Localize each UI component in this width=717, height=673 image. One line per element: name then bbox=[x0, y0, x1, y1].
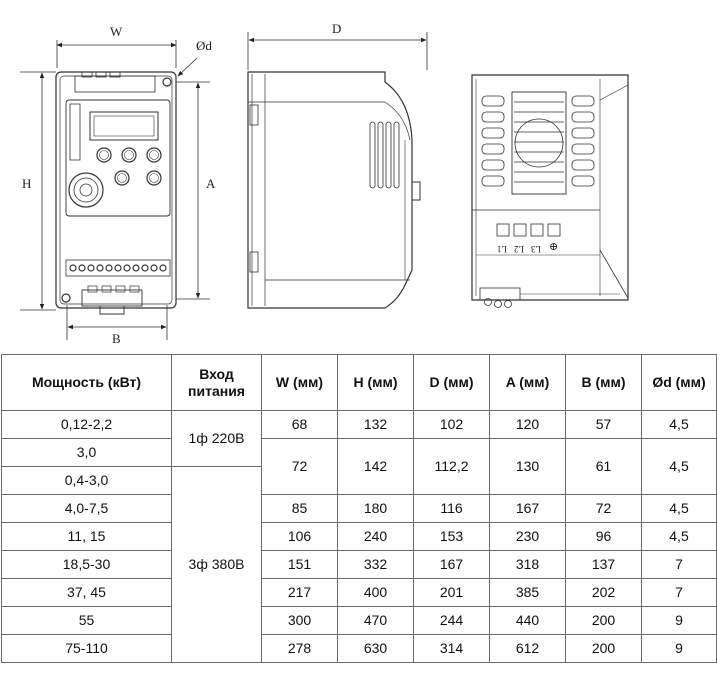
d-cell: 314 bbox=[414, 635, 490, 663]
power-cell: 18,5-30 bbox=[2, 551, 172, 579]
a-cell: 385 bbox=[490, 579, 566, 607]
power-cell: 0,4-3,0 bbox=[2, 467, 172, 495]
a-cell: 230 bbox=[490, 523, 566, 551]
od-cell: 9 bbox=[642, 635, 717, 663]
label-od: Ød bbox=[196, 38, 212, 53]
input-cell-3ph: 3ф 380В bbox=[172, 467, 262, 663]
w-cell: 85 bbox=[262, 495, 338, 523]
table-row bbox=[2, 607, 717, 635]
od-cell: 4,5 bbox=[642, 495, 717, 523]
b-cell: 61 bbox=[566, 439, 642, 495]
power-cell: 11, 15 bbox=[2, 523, 172, 551]
a-cell: 440 bbox=[490, 607, 566, 635]
label-a: A bbox=[206, 176, 216, 191]
terminal-label-l2: L2 bbox=[514, 244, 524, 254]
w-cell: 68 bbox=[262, 411, 338, 439]
h-cell: 142 bbox=[338, 439, 414, 495]
side-view bbox=[248, 32, 427, 308]
w-cell: 151 bbox=[262, 551, 338, 579]
header-power: Мощность (кВт) bbox=[2, 355, 172, 411]
a-cell: 120 bbox=[490, 411, 566, 439]
h-cell: 132 bbox=[338, 411, 414, 439]
power-cell: 0,12-2,2 bbox=[2, 411, 172, 439]
header-input-line2: питания bbox=[188, 382, 245, 399]
spec-table bbox=[1, 354, 717, 663]
h-cell: 400 bbox=[338, 579, 414, 607]
terminal-label-ground: ⊕ bbox=[549, 241, 559, 253]
d-cell: 153 bbox=[414, 523, 490, 551]
b-cell: 137 bbox=[566, 551, 642, 579]
front-view bbox=[20, 40, 210, 340]
header-input bbox=[172, 355, 262, 411]
table-row bbox=[2, 635, 717, 663]
label-d: D bbox=[332, 21, 342, 36]
table-header-row bbox=[2, 355, 717, 411]
table-row bbox=[2, 439, 717, 467]
bottom-view bbox=[472, 75, 628, 308]
table-row bbox=[2, 495, 717, 523]
w-cell: 278 bbox=[262, 635, 338, 663]
od-cell: 7 bbox=[642, 551, 717, 579]
od-cell: 9 bbox=[642, 607, 717, 635]
od-cell: 4,5 bbox=[642, 523, 717, 551]
power-cell: 37, 45 bbox=[2, 579, 172, 607]
a-cell: 130 bbox=[490, 439, 566, 495]
header-d: D (мм) bbox=[414, 355, 490, 411]
power-cell: 3,0 bbox=[2, 439, 172, 467]
header-a: A (мм) bbox=[490, 355, 566, 411]
b-cell: 57 bbox=[566, 411, 642, 439]
b-cell: 200 bbox=[566, 607, 642, 635]
header-h: H (мм) bbox=[338, 355, 414, 411]
header-input-line1: Вход bbox=[199, 365, 234, 382]
table-row bbox=[2, 411, 717, 439]
h-cell: 630 bbox=[338, 635, 414, 663]
power-cell: 4,0-7,5 bbox=[2, 495, 172, 523]
d-cell: 112,2 bbox=[414, 439, 490, 495]
w-cell: 106 bbox=[262, 523, 338, 551]
table-row bbox=[2, 523, 717, 551]
od-cell: 7 bbox=[642, 579, 717, 607]
d-cell: 201 bbox=[414, 579, 490, 607]
table-row bbox=[2, 551, 717, 579]
b-cell: 96 bbox=[566, 523, 642, 551]
h-cell: 240 bbox=[338, 523, 414, 551]
power-cell: 75-110 bbox=[2, 635, 172, 663]
input-cell-1ph: 1ф 220В bbox=[172, 411, 262, 467]
table-row bbox=[2, 579, 717, 607]
power-cell: 55 bbox=[2, 607, 172, 635]
b-cell: 72 bbox=[566, 495, 642, 523]
d-cell: 167 bbox=[414, 551, 490, 579]
terminal-label-l3: L3 bbox=[531, 244, 541, 254]
a-cell: 612 bbox=[490, 635, 566, 663]
header-od: Ød (мм) bbox=[642, 355, 717, 411]
w-cell: 72 bbox=[262, 439, 338, 495]
b-cell: 200 bbox=[566, 635, 642, 663]
w-cell: 217 bbox=[262, 579, 338, 607]
label-b: B bbox=[112, 331, 121, 346]
header-w: W (мм) bbox=[262, 355, 338, 411]
terminal-label-l1: L1 bbox=[497, 244, 507, 254]
d-cell: 116 bbox=[414, 495, 490, 523]
a-cell: 318 bbox=[490, 551, 566, 579]
h-cell: 180 bbox=[338, 495, 414, 523]
b-cell: 202 bbox=[566, 579, 642, 607]
od-cell: 4,5 bbox=[642, 411, 717, 439]
od-cell: 4,5 bbox=[642, 439, 717, 495]
w-cell: 300 bbox=[262, 607, 338, 635]
label-h: H bbox=[22, 176, 32, 191]
d-cell: 244 bbox=[414, 607, 490, 635]
label-w: W bbox=[110, 24, 123, 39]
header-b: B (мм) bbox=[566, 355, 642, 411]
d-cell: 102 bbox=[414, 411, 490, 439]
a-cell: 167 bbox=[490, 495, 566, 523]
h-cell: 470 bbox=[338, 607, 414, 635]
h-cell: 332 bbox=[338, 551, 414, 579]
